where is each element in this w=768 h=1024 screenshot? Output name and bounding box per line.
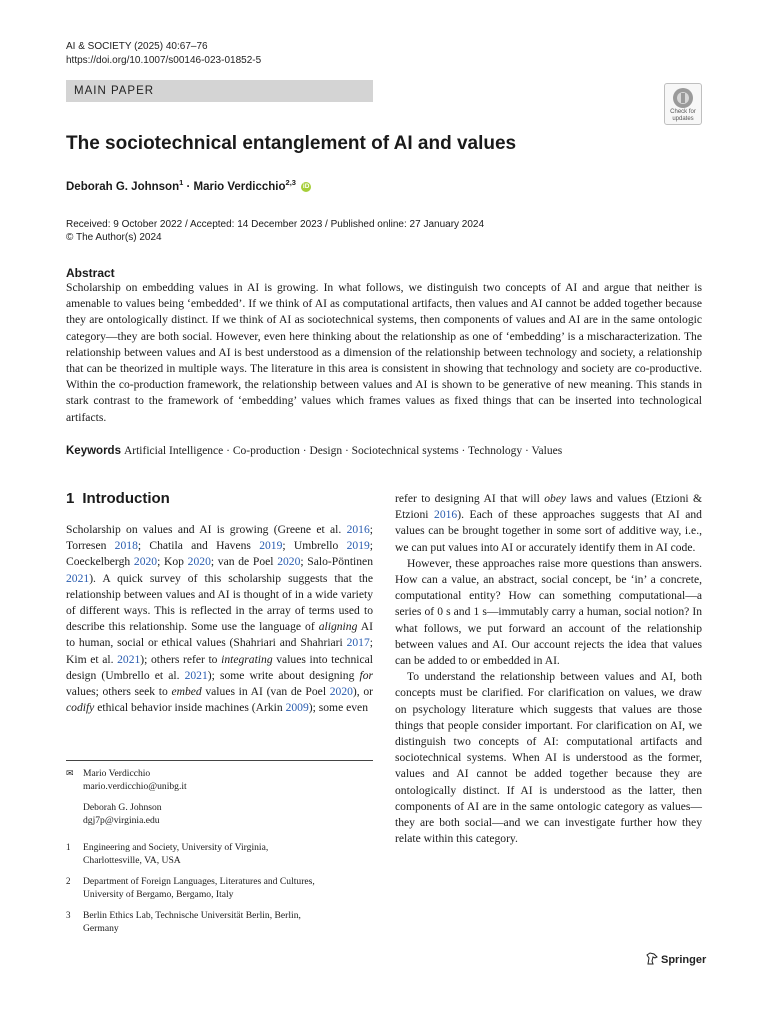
orcid-icon[interactable]: iD bbox=[302, 182, 310, 190]
emphasis-text: obey bbox=[544, 492, 567, 505]
correspondence-block bbox=[66, 767, 373, 827]
body-paragraph bbox=[395, 556, 702, 669]
citation-link[interactable]: 2020 bbox=[187, 555, 211, 569]
keywords-label: Keywords bbox=[66, 445, 121, 457]
section-heading bbox=[66, 490, 170, 507]
body-column-right bbox=[395, 491, 702, 847]
check-updates-icon bbox=[672, 87, 694, 109]
citation-link[interactable]: 2021 bbox=[66, 571, 90, 585]
affiliation-2 bbox=[66, 875, 373, 901]
paper-title: The sociotechnical entanglement of AI and values bbox=[66, 133, 517, 154]
footnote-divider bbox=[66, 760, 373, 761]
abstract-heading: Abstract bbox=[66, 266, 115, 280]
text-run: values into technical design (Umbrello et al. bbox=[66, 652, 373, 682]
text-run: ; Kim et al. bbox=[66, 636, 373, 666]
text-run: ethical behavior inside machines (Arkin bbox=[94, 701, 286, 715]
history-dates: Received: 9 October 2022 / Accepted: 14 December 2023 / Published online: 27 January 2024 bbox=[66, 219, 485, 230]
body-paragraph bbox=[395, 491, 702, 556]
affiliation-line: Department of Foreign Languages, Literatures and Cultures, bbox=[83, 876, 315, 887]
keywords-list: Artificial Intelligence · Co-production · Design · Sociotechnical systems · Technology · Values bbox=[123, 445, 563, 457]
author-line bbox=[66, 178, 311, 193]
article-type-banner: MAIN PAPER bbox=[66, 80, 373, 102]
citation-link[interactable]: 2019 bbox=[346, 539, 370, 553]
text-run: However, these approaches raise more questions than answers. How can a value, an abstract, social concept, be ‘in’ a concrete, computational entity? How can something computational—a series of 0 s and 1 s—immutably carry a human, social notion? In what follows, we put forward an account of the relationship between values and AI. Our account rejects the idea that values can be added to or embedded in AI. bbox=[395, 556, 702, 668]
author-affiliation-mark: 1 bbox=[179, 178, 184, 187]
text-run: ; Torresen bbox=[66, 523, 373, 553]
affiliation-1 bbox=[66, 841, 373, 867]
citation-link[interactable]: 2020 bbox=[133, 555, 158, 569]
citation-link[interactable]: 2021 bbox=[117, 652, 141, 666]
check-for-updates-badge[interactable] bbox=[664, 83, 702, 125]
citation-link[interactable]: 2009 bbox=[285, 701, 309, 715]
body-column-left bbox=[66, 522, 373, 716]
text-run: ). Each of these approaches suggests that AI and values can be brought together in some sort of additive way, i.e., we can put values into AI or accurately identify them in AI code. bbox=[395, 508, 702, 554]
affiliation-line: University of Bergamo, Bergamo, Italy bbox=[83, 889, 234, 900]
author-separator: · bbox=[183, 180, 194, 193]
text-run: ; Chatila and Havens bbox=[137, 539, 260, 553]
author-name[interactable]: Deborah G. Johnson bbox=[66, 180, 180, 193]
citation-link[interactable]: 2021 bbox=[184, 668, 208, 682]
emphasis-text: for bbox=[359, 668, 373, 682]
affiliation-mark: 3 bbox=[66, 910, 71, 920]
text-run: ; van de Poel bbox=[210, 555, 278, 569]
check-updates-line1: Check for bbox=[670, 109, 696, 115]
journal-header bbox=[66, 40, 261, 68]
citation-link[interactable]: 2020 bbox=[277, 555, 301, 569]
author-email[interactable]: dgj7p@virginia.edu bbox=[83, 815, 160, 826]
body-paragraph bbox=[66, 522, 373, 716]
abstract-text: Scholarship on embedding values in AI is growing. In what follows, we distinguish two concepts of AI and argue that neither is amenable to values being ‘embedded’. If we think of AI as computational artifacts, then values and AI cannot be added together because they are ontologically distinct. If we think of AI as sociotechnical systems, then components of values and AI are in the same ontologic category—they are both social. However, even here thinking about the relationship as one of ‘embedding’ is a mischaracterization. The relationship between values and AI is best understood as a dimension of the relationship between technology and society, a relationship that can be theorized in multiple ways. The literature in this area is consistent in showing that technology and society are co-productive. Within the co-production framework, the relationship between values and AI is shown to be generative of new meaning. This stands in stark contrast to the framework of ‘embedding’ values which frames values as fixed things that can be inserted into technological artifacts. bbox=[66, 281, 702, 424]
check-updates-line2: updates bbox=[672, 116, 694, 122]
doi-link[interactable]: https://doi.org/10.1007/s00146-023-01852-5 bbox=[66, 55, 262, 66]
correspondent-email[interactable]: mario.verdicchio@unibg.it bbox=[83, 781, 187, 792]
text-run: ). A quick survey of this scholarship suggests that the relationship between values and AI is thought of in a wide variety of different ways. This is reflected in the array of terms used to describe this relationship. Some use the language of bbox=[66, 571, 373, 634]
text-run: ); some even bbox=[308, 701, 369, 715]
emphasis-text: embed bbox=[171, 685, 202, 699]
affiliation-mark: 1 bbox=[66, 842, 71, 852]
text-run: values in AI (van de Poel bbox=[201, 685, 330, 699]
envelope-icon: ✉ bbox=[66, 768, 74, 778]
publisher-name: Springer bbox=[661, 954, 707, 966]
publication-dates bbox=[66, 218, 484, 244]
section-title: Introduction bbox=[82, 490, 170, 507]
text-run: ; Salo-Pöntinen bbox=[300, 555, 373, 569]
text-run: ; Coeckelbergh bbox=[66, 539, 374, 569]
keywords bbox=[66, 445, 562, 457]
text-run: AI to human, social or ethical values (Shahriari and Shahriari bbox=[66, 620, 373, 650]
citation-link[interactable]: 2016 bbox=[434, 508, 458, 522]
text-run: ), or bbox=[352, 685, 373, 699]
text-run: ); some write about designing bbox=[207, 668, 360, 682]
correspondent-name: Mario Verdicchio bbox=[83, 768, 151, 779]
text-run: ; Kop bbox=[157, 555, 188, 569]
affiliation-line: Germany bbox=[83, 923, 119, 934]
journal-citation: AI & SOCIETY (2025) 40:67–76 bbox=[66, 41, 208, 52]
text-run: values; others seek to bbox=[66, 685, 172, 699]
publisher-logo bbox=[646, 952, 706, 966]
emphasis-text: codify bbox=[66, 701, 95, 715]
text-run: refer to designing AI that will bbox=[395, 492, 545, 505]
affiliation-line: Charlottesville, VA, USA bbox=[83, 855, 181, 866]
emphasis-text: integrating bbox=[221, 652, 273, 666]
author-affiliation-mark: 2,3 bbox=[285, 178, 296, 187]
copyright-line: © The Author(s) 2024 bbox=[66, 232, 162, 243]
citation-link[interactable]: 2017 bbox=[346, 636, 370, 650]
author-name-footnote: Deborah G. Johnson bbox=[83, 802, 162, 813]
affiliation-line: Berlin Ethics Lab, Technische Universität Berlin, Berlin, bbox=[83, 910, 301, 921]
citation-link[interactable]: 2019 bbox=[259, 539, 283, 553]
text-run: ); others refer to bbox=[140, 652, 222, 666]
affiliation-line: Engineering and Society, University of Virginia, bbox=[83, 842, 269, 853]
section-number: 1 bbox=[66, 490, 75, 507]
emphasis-text: aligning bbox=[318, 620, 358, 634]
body-paragraph bbox=[395, 669, 702, 847]
author-name[interactable]: Mario Verdicchio bbox=[193, 180, 286, 193]
affiliation-3 bbox=[66, 909, 373, 935]
text-run: laws and values (Etzioni & Etzioni bbox=[395, 492, 702, 522]
springer-horse-icon bbox=[646, 952, 658, 965]
affiliation-mark: 2 bbox=[66, 876, 71, 886]
text-run: To understand the relationship between values and AI, both concepts must be clarified. For clarification on values, we draw on psychology literature which suggests that values are those things that people consider important. For clarification on AI, we distinguish two concepts of AI: computational artifacts and sociotechnical systems. When AI is understood as the former, values and AI cannot be added together because they are ontologically distinct. If AI is understood as the latter, then components of AI are in the same ontologic category as values—they are both social—and we can investigate further how they relate within this category. bbox=[395, 670, 702, 846]
text-run: ; Umbrello bbox=[282, 539, 347, 553]
text-run: Scholarship on values and AI is growing (Greene et al. bbox=[66, 523, 347, 536]
citation-link[interactable]: 2020 bbox=[329, 685, 353, 699]
citation-link[interactable]: 2018 bbox=[114, 539, 138, 553]
footnotes bbox=[66, 767, 373, 935]
citation-link[interactable]: 2016 bbox=[346, 523, 370, 536]
